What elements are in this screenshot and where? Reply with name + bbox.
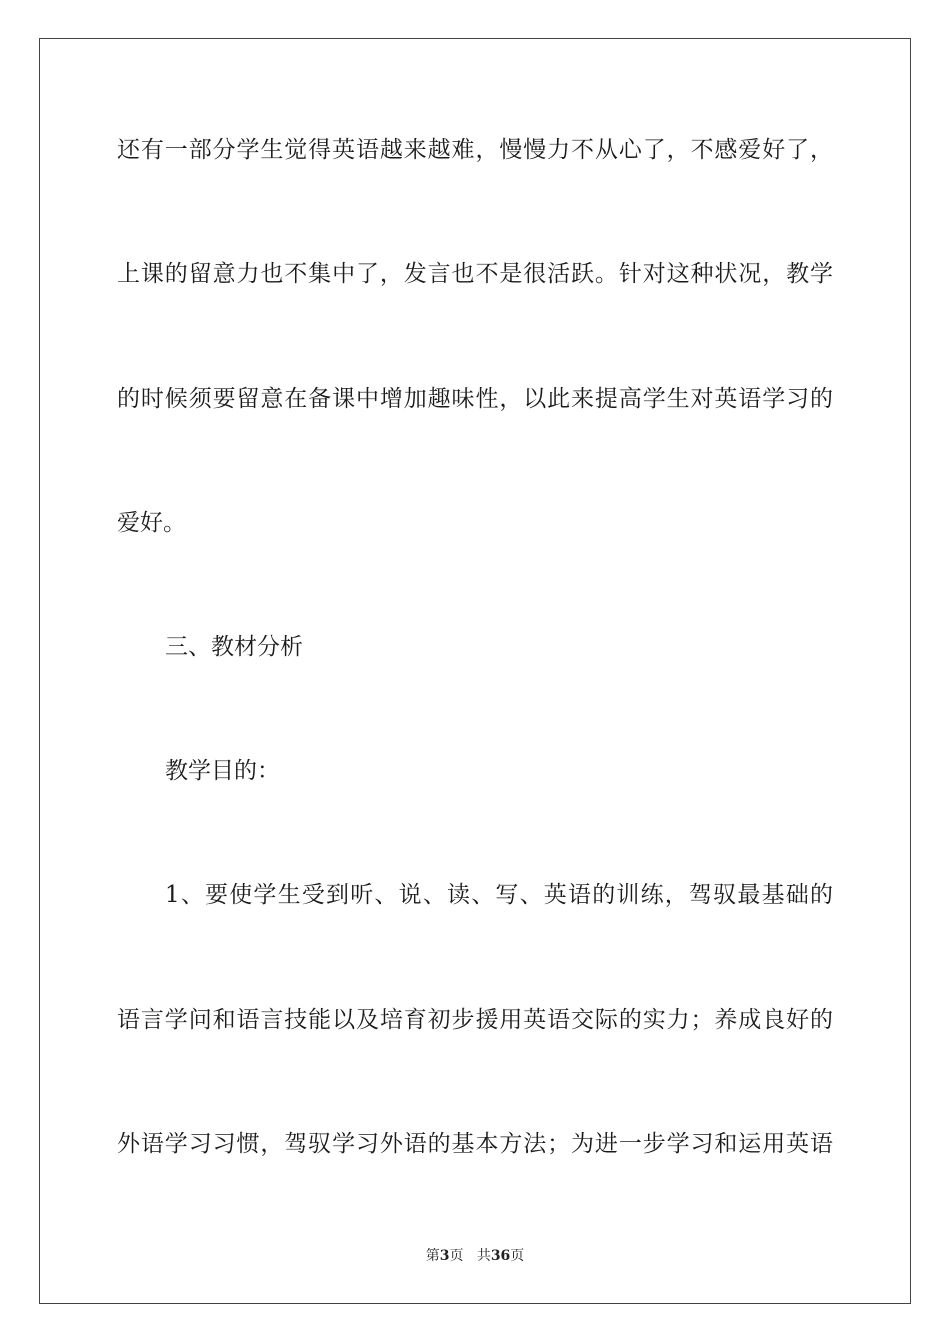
- subsection-heading: 教学目的：: [165, 758, 280, 784]
- footer-page-unit: 页: [449, 1248, 464, 1264]
- footer-total-unit: 页: [510, 1248, 525, 1264]
- body-line-3: 的时候须要留意在备课中增加趣味性，以此来提高学生对英语学习的: [117, 386, 833, 412]
- body-line-1: 还有一部分学生觉得英语越来越难，慢慢力不从心了，不感爱好了，: [117, 137, 833, 163]
- body-line-4: 爱好。: [117, 510, 186, 536]
- body-line-8: 语言学问和语言技能以及培育初步援用英语交际的实力；养成良好的: [117, 1007, 833, 1033]
- current-page-number: 3: [439, 1248, 450, 1264]
- section-heading: 三、教材分析: [165, 634, 303, 660]
- body-line-2: 上课的留意力也不集中了，发言也不是很活跃。针对这种状况，教学: [117, 261, 833, 287]
- footer-total-prefix: 共: [476, 1248, 491, 1264]
- page-frame: [39, 38, 911, 1304]
- body-line-7: 1、要使学生受到听、说、读、写、英语的训练，驾驭最基础的: [165, 882, 833, 908]
- total-page-count: 36: [490, 1248, 511, 1264]
- footer-prefix: 第: [425, 1248, 440, 1264]
- page-footer: [0, 1246, 950, 1266]
- body-line-9: 外语学习习惯，驾驭学习外语的基本方法；为进一步学习和运用英语: [117, 1131, 833, 1157]
